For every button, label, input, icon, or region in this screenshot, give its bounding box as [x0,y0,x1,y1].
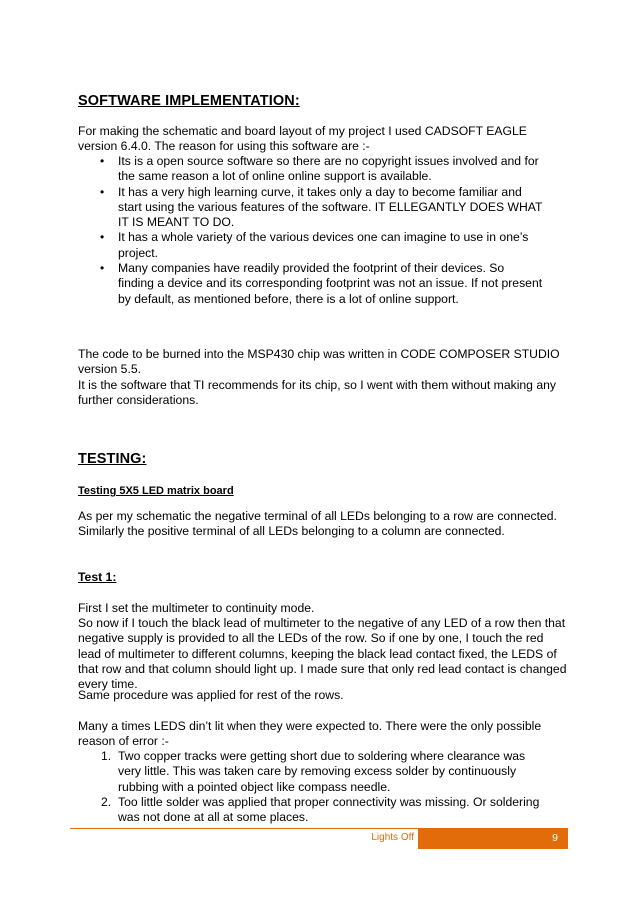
list-item: • It has a whole variety of the various devices one can imagine to use in one’s project. [100,230,529,260]
bullet-icon: • [100,230,105,245]
software-reasons-list [78,154,543,307]
software-implementation-heading: SOFTWARE IMPLEMENTATION: [78,93,300,109]
bullet-icon: • [100,184,105,199]
test1-line-3: Same procedure was applied for rest of the rows. [78,688,344,702]
software-intro-paragraph: For making the schematic and board layout of my project I used CADSOFT EAGLE version 6.4.0. The reason for using this software are :- [78,124,527,154]
list-item: 2. Too little solder was applied that proper connectivity was missing. Or soldering was not done at all at some places. [101,794,540,825]
errors-intro-paragraph: Many a times LEDS din’t lit when they were expected to. There were the only possible reason of error :- [78,719,542,749]
list-item: 1. Two copper tracks were getting short due to soldering where clearance was very little. This was taken care by removing excess solder by continuously rubbing with a pointed object like compass needle. [101,749,526,794]
errors-list [78,749,543,825]
testing-subheading: Testing 5X5 LED matrix board [78,485,234,497]
footer-title: Lights Off [371,832,414,843]
test1-heading: Test 1: [78,570,117,584]
code-composer-paragraph: The code to be burned into the MSP430 chip was written in CODE COMPOSER STUDIO version 5.5. [78,347,560,377]
testing-heading: TESTING: [78,451,147,467]
bullet-icon: • [100,154,105,168]
test1-line-1: First I set the multimeter to continuity mode. [78,601,315,615]
list-item: • Its is a open source software so there are no copyright issues involved and for the same reason a lot of online online support is available. [100,154,539,184]
ti-recommendation-paragraph: It is the software that TI recommends for its chip, so I went with them without making any further considerations. [78,378,556,408]
bullet-icon: • [100,261,105,276]
list-item: • Many companies have readily provided the footprint of their devices. So finding a device and its corresponding footprint was not an issue. If not present by default, as mentioned before, there is a lot of online support. [100,261,543,306]
test1-line-2: So now if I touch the black lead of multimeter to the negative of any LED of a row then that negative supply is provided to all the LEDs of the row. So if one by one, I touch the red lead of multimeter to different columns, keeping the black lead contact fixed, the LEDS of that row and that column should light up. I made sure that only red lead contact is changed every time. [78,616,567,692]
schematic-paragraph: As per my schematic the negative terminal of all LEDs belonging to a row are connected. Similarly the positive terminal of all LEDs belonging to a column are connected. [78,509,557,539]
list-item: • It has a very high learning curve, it takes only a day to become familiar and start using the various features of the software. IT ELLEGANTLY DOES WHAT IT IS MEANT TO DO. [100,184,543,230]
page-number: 9 [552,832,558,844]
footer-page-box [418,829,568,849]
